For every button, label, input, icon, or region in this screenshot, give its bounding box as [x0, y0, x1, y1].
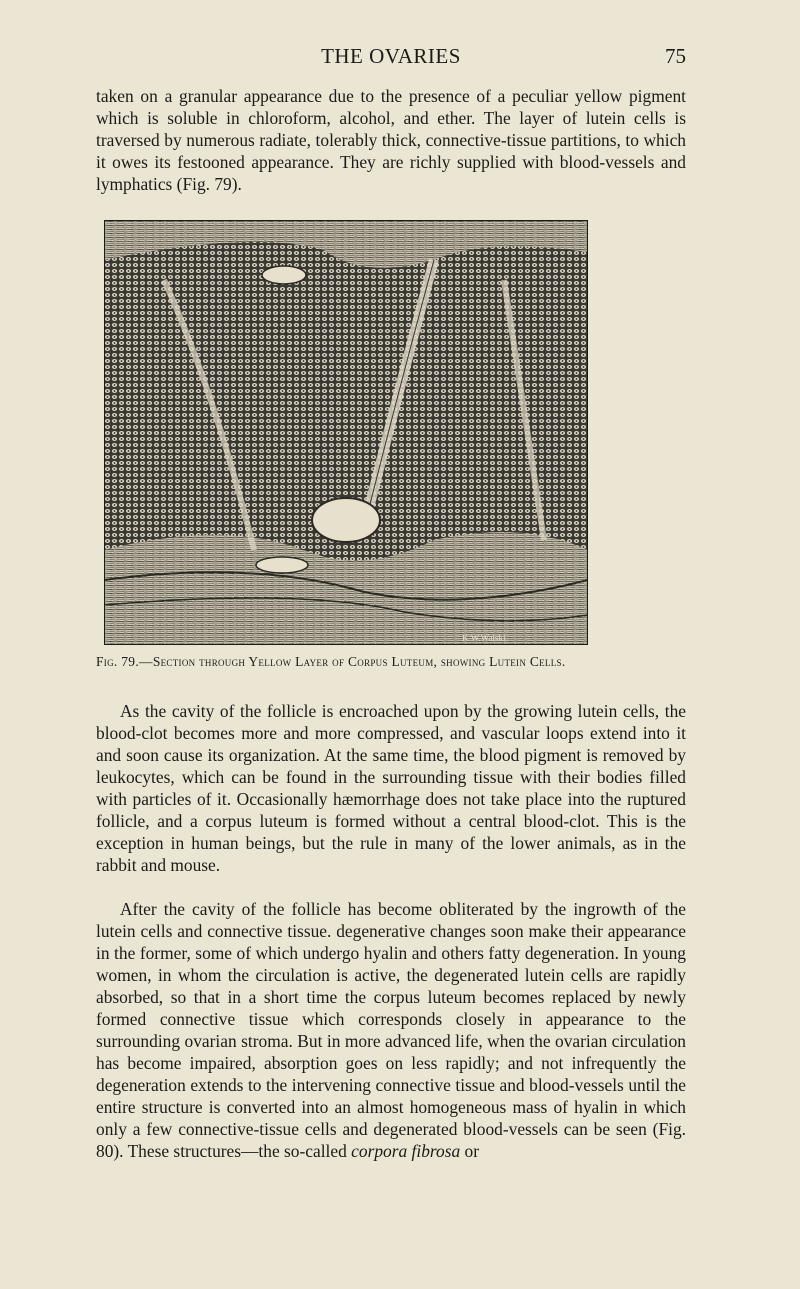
paragraph-3-lead: After the cavity of the follicle has become obliterated by the ingrowth of the lutein cells and connective tissue. degenerative changes soon make their appearance in the former, some of which undergo hyalin and others fatty degeneration. In young women, in whom the circulation is active, the degenerated lutein cells are rapidly absorbed, so that in a short time the corpus luteum becomes replaced by newly formed connective tissue which corresponds closely in appearance to the surrounding ovarian stroma. But in more advanced life, when the ovarian circulation has become impaired, absorption goes on less rapidly; and not infrequently the degeneration extends to the intervening connective tissue and blood-vessels until the entire structure is converted into an almost homogeneous mass of hyalin in which only a few connective-tissue cells and degenerated blood-vessels can be seen (Fig. 80). These structures—the so-called — [96, 899, 686, 1161]
paragraph-3-tail: or — [460, 1141, 480, 1161]
figure-caption-text: —Section through Yellow Layer of Corpus Luteum, showing Lutein Cells. — [139, 654, 566, 669]
page-number: 75 — [665, 44, 686, 68]
artist-signature: K.W.Walski. — [462, 633, 508, 643]
paragraph-3 — [96, 898, 686, 1162]
running-title: THE OVARIES — [321, 44, 461, 68]
figure-79-illustration — [104, 220, 588, 645]
figure-label: Fig. 79. — [96, 654, 140, 669]
figure-caption — [96, 654, 696, 670]
paragraph-3-term: corpora fibrosa — [351, 1141, 461, 1161]
running-head — [96, 44, 686, 74]
paragraph-1: taken on a granular appearance due to the presence of a peculiar yellow pigment which is soluble in chloroform, alcohol, and ether. The layer of lutein cells is traversed by numerous radiate, tolerably thick, connective-tissue partitions, to which it owes its festooned appearance. They are richly supplied with blood-vessels and lymphatics (Fig. 79). — [96, 86, 686, 194]
paragraph-2: As the cavity of the follicle is encroached upon by the growing lutein cells, the blood-clot becomes more and more compressed, and vascular loops extend into it and soon cause its organization. At the same time, the blood pigment is removed by leukocytes, which can be found in the surrounding tissue with their bodies filled with particles of it. Occasionally hæmorrhage does not take place into the ruptured follicle, and a corpus luteum is formed without a central blood-clot. This is the exception in human beings, but the rule in many of the lower animals, as in the rabbit and mouse. — [96, 701, 686, 875]
